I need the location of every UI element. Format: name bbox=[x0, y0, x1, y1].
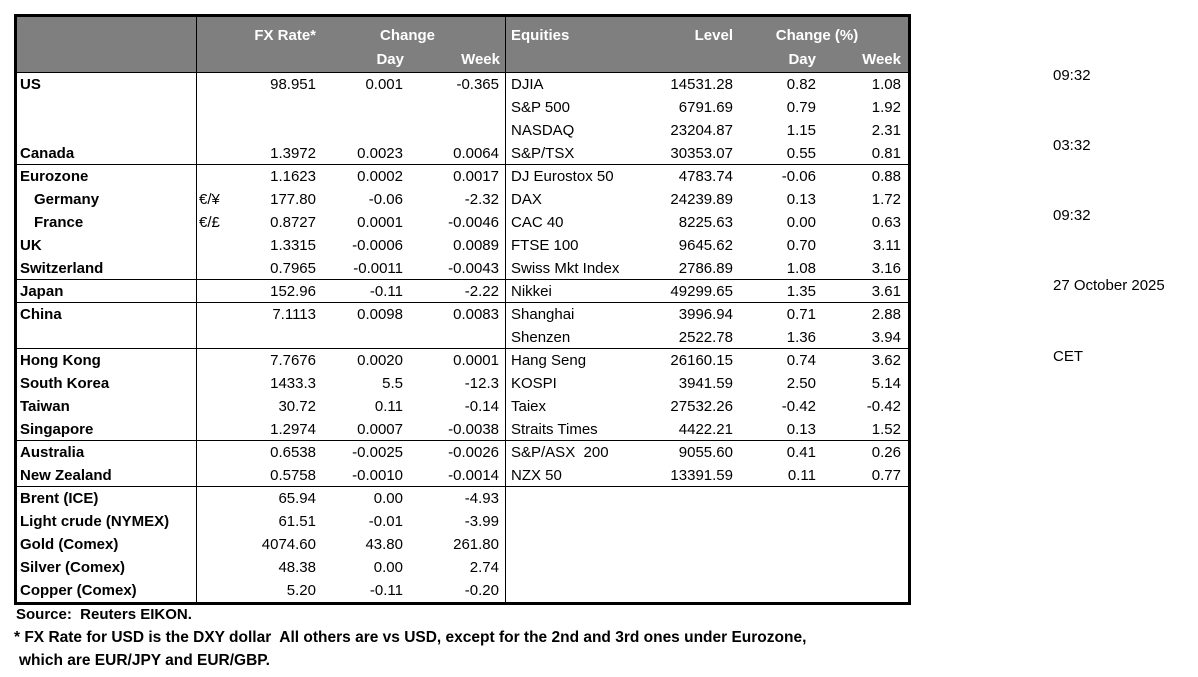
fx-row-label: Eurozone bbox=[20, 168, 89, 185]
currency-pair-label bbox=[196, 142, 228, 164]
table-row bbox=[17, 533, 908, 556]
fx-rate-value bbox=[228, 96, 316, 119]
fx-row-label: Gold (Comex) bbox=[20, 536, 119, 553]
table-row bbox=[17, 510, 908, 533]
fx-change-day-value: 0.0023 bbox=[357, 145, 403, 162]
fx-row-label: Canada bbox=[20, 145, 75, 162]
fx-row-label: Light crude (NYMEX) bbox=[20, 513, 170, 530]
equity-level-value: 49299.65 bbox=[670, 283, 733, 300]
fx-change-week-value: 261.80 bbox=[453, 536, 499, 553]
equity-name: KOSPI bbox=[511, 375, 557, 392]
equity-change-day-value bbox=[733, 510, 816, 533]
equity-change-week-value: 0.88 bbox=[871, 168, 901, 185]
fx-rate-value: 0.5758 bbox=[270, 467, 316, 484]
fx-change-week-value bbox=[403, 119, 499, 142]
equities-week-header: Week bbox=[862, 51, 901, 68]
equity-level-value: 27532.26 bbox=[670, 398, 733, 415]
fx-rate-value: 7.7676 bbox=[270, 352, 316, 369]
equity-name: S&P 500 bbox=[511, 99, 570, 116]
fx-row-label: UK bbox=[20, 237, 42, 254]
equity-change-week-value: 2.31 bbox=[871, 122, 901, 139]
fx-change-week-value: -0.14 bbox=[464, 398, 499, 415]
equity-level-value: 24239.89 bbox=[670, 191, 733, 208]
fx-change-week-value: 0.0089 bbox=[453, 237, 499, 254]
timestamp-local: 09:32 bbox=[1053, 66, 1091, 84]
equity-change-week-value bbox=[816, 510, 901, 533]
header-row-sub bbox=[17, 50, 908, 73]
fx-change-week-value: 0.0001 bbox=[453, 352, 499, 369]
fx-change-week-value: -0.0038 bbox=[448, 421, 499, 438]
currency-pair-label bbox=[196, 372, 228, 395]
table-row bbox=[17, 326, 908, 349]
fx-row-label: South Korea bbox=[20, 375, 110, 392]
fx-change-week-value: -0.0046 bbox=[448, 214, 499, 231]
equity-name bbox=[506, 533, 643, 556]
equity-change-week-value: 3.62 bbox=[871, 352, 901, 369]
header-row-main bbox=[17, 17, 908, 50]
equity-name: NZX 50 bbox=[511, 467, 562, 484]
fx-change-week-value: -0.0043 bbox=[448, 260, 499, 277]
table-row bbox=[17, 96, 908, 119]
equity-change-week-value: 0.63 bbox=[871, 214, 901, 231]
fx-change-day-value: 5.5 bbox=[382, 375, 403, 392]
equity-change-week-value: 0.26 bbox=[871, 444, 901, 461]
currency-pair-label bbox=[196, 326, 228, 348]
fx-row-label bbox=[17, 96, 196, 119]
equity-level-value: 2522.78 bbox=[678, 329, 733, 346]
fx-change-day-value: 0.001 bbox=[365, 76, 403, 93]
equity-change-day-value: 0.71 bbox=[786, 306, 816, 323]
table-row bbox=[17, 395, 908, 418]
fx-rate-value: 4074.60 bbox=[261, 536, 316, 553]
timestamp-block bbox=[1053, 17, 1165, 392]
fx-rate-value: 30.72 bbox=[278, 398, 316, 415]
currency-pair-label bbox=[196, 234, 228, 257]
column-divider-equities bbox=[505, 17, 506, 602]
equity-change-week-value: 3.94 bbox=[871, 329, 901, 346]
column-divider-labels bbox=[196, 17, 197, 602]
fx-change-day-value: -0.06 bbox=[368, 191, 403, 208]
equities-header: Equities bbox=[511, 27, 570, 44]
equity-name: Swiss Mkt Index bbox=[511, 260, 620, 277]
currency-pair-label bbox=[196, 96, 228, 119]
equity-name: DJ Eurostox 50 bbox=[511, 168, 614, 185]
fx-change-week-value: -2.32 bbox=[464, 191, 499, 208]
table-row bbox=[17, 418, 908, 441]
fx-rate-value: 0.8727 bbox=[270, 214, 316, 231]
fx-change-week-value: 0.0083 bbox=[453, 306, 499, 323]
fx-change-week-value: 2.74 bbox=[469, 559, 499, 576]
fx-rate-value: 1.2974 bbox=[270, 421, 316, 438]
equity-change-week-value: 3.16 bbox=[871, 260, 901, 277]
fx-row-label: China bbox=[20, 306, 62, 323]
table-row bbox=[17, 372, 908, 395]
equity-level-value: 9645.62 bbox=[678, 237, 733, 254]
equity-change-day-value: 0.00 bbox=[786, 214, 816, 231]
currency-pair-label bbox=[196, 418, 228, 440]
fx-day-header: Day bbox=[376, 51, 404, 68]
currency-pair-label bbox=[196, 464, 228, 486]
equity-change-week-value bbox=[816, 487, 901, 510]
footnote-line-2: which are EUR/JPY and EUR/GBP. bbox=[19, 652, 270, 669]
equity-name: S&P/TSX bbox=[511, 145, 575, 162]
equity-level-value bbox=[643, 533, 733, 556]
equity-change-week-value: 3.61 bbox=[871, 283, 901, 300]
table-row bbox=[17, 349, 908, 372]
fx-rate-value: 1.3972 bbox=[270, 145, 316, 162]
fx-change-day-value: -0.0025 bbox=[352, 444, 403, 461]
equity-change-week-value: 2.88 bbox=[871, 306, 901, 323]
equity-change-week-value: 0.77 bbox=[871, 467, 901, 484]
equity-change-day-value: 1.35 bbox=[786, 283, 816, 300]
equity-change-day-value: 0.11 bbox=[787, 467, 816, 484]
equity-level-value bbox=[643, 510, 733, 533]
fx-change-week-value: 0.0017 bbox=[453, 168, 499, 185]
table-row bbox=[17, 556, 908, 579]
equity-change-day-value: 0.70 bbox=[786, 237, 816, 254]
equity-change-day-value bbox=[733, 533, 816, 556]
fx-change-week-value: -12.3 bbox=[464, 375, 499, 392]
currency-pair-label bbox=[196, 303, 228, 326]
table-row bbox=[17, 142, 908, 165]
equity-level-value: 4783.74 bbox=[678, 168, 733, 185]
timestamp-secondary: 03:32 bbox=[1053, 137, 1091, 155]
fx-row-label: Australia bbox=[20, 444, 85, 461]
fx-row-label: Japan bbox=[20, 283, 64, 300]
equity-name: Taiex bbox=[511, 398, 547, 415]
fx-rate-value bbox=[228, 119, 316, 142]
equity-change-day-value: 0.13 bbox=[786, 421, 816, 438]
header-spacer bbox=[17, 17, 196, 50]
fx-row-label: Brent (ICE) bbox=[20, 490, 99, 507]
equity-change-week-value: 1.72 bbox=[871, 191, 901, 208]
fx-change-day-value: -0.01 bbox=[368, 513, 403, 530]
equity-change-day-value: -0.42 bbox=[781, 398, 816, 415]
equity-change-day-value: 0.79 bbox=[786, 99, 816, 116]
equity-change-week-value: 1.92 bbox=[871, 99, 901, 116]
fx-rate-value: 61.51 bbox=[278, 513, 316, 530]
fx-change-week-value: -3.99 bbox=[464, 513, 499, 530]
source-line: Source: Reuters EIKON. bbox=[16, 606, 192, 623]
table-row bbox=[17, 487, 908, 510]
table-row bbox=[17, 165, 908, 188]
market-summary-table bbox=[14, 14, 911, 605]
equity-change-day-value: 0.41 bbox=[786, 444, 816, 461]
equity-change-day-value bbox=[733, 556, 816, 579]
equity-name: Shenzen bbox=[511, 329, 571, 346]
fx-change-day-value: -0.0011 bbox=[353, 260, 403, 277]
header-spacer bbox=[506, 50, 733, 72]
table-row bbox=[17, 280, 908, 303]
equity-name bbox=[506, 510, 643, 533]
fx-rate-value: 0.7965 bbox=[270, 260, 316, 277]
equity-level-value: 9055.60 bbox=[678, 444, 733, 461]
equity-change-day-value: 0.55 bbox=[786, 145, 816, 162]
fx-change-day-value bbox=[316, 326, 403, 348]
fx-rate-value: 98.951 bbox=[270, 76, 316, 93]
timestamp-tertiary: 09:32 bbox=[1053, 207, 1091, 225]
equity-name: Hang Seng bbox=[511, 352, 587, 369]
equity-level-value: 3941.59 bbox=[678, 375, 733, 392]
equity-level-value: 14531.28 bbox=[670, 76, 733, 93]
timezone-label: CET bbox=[1053, 347, 1083, 365]
fx-change-week-value: -0.0014 bbox=[448, 467, 499, 484]
table-row bbox=[17, 234, 908, 257]
equity-change-day-value: 1.08 bbox=[786, 260, 816, 277]
fx-change-day-value: -0.11 bbox=[369, 283, 403, 300]
equity-name: NASDAQ bbox=[511, 122, 575, 139]
footnote-line-1: * FX Rate for USD is the DXY dollar All others are vs USD, except for the 2nd and 3rd ones under Eurozone, bbox=[14, 629, 807, 646]
table-row bbox=[17, 188, 908, 211]
table-row bbox=[17, 257, 908, 280]
fx-change-week-value: -2.22 bbox=[464, 283, 499, 300]
table-row bbox=[17, 303, 908, 326]
fx-change-day-value: 0.0001 bbox=[357, 214, 403, 231]
fx-row-label: Copper (Comex) bbox=[20, 582, 137, 599]
fx-row-label: Taiwan bbox=[20, 398, 70, 415]
equity-name: Straits Times bbox=[511, 421, 598, 438]
equity-name bbox=[506, 556, 643, 579]
currency-pair-label bbox=[196, 510, 228, 533]
currency-pair-label bbox=[196, 280, 228, 302]
currency-pair-label bbox=[196, 579, 228, 602]
equity-change-day-value: 0.13 bbox=[786, 191, 816, 208]
equity-change-week-value bbox=[816, 579, 901, 602]
currency-pair-label bbox=[196, 487, 228, 510]
equity-change-day-value bbox=[733, 487, 816, 510]
equity-level-value: 2786.89 bbox=[678, 260, 733, 277]
fx-rate-value: 177.80 bbox=[270, 191, 316, 208]
fx-change-header: Change bbox=[379, 27, 435, 44]
equity-level-value bbox=[643, 579, 733, 602]
fx-rate-value: 48.38 bbox=[278, 559, 316, 576]
report-date: 27 October 2025 bbox=[1053, 277, 1165, 295]
equity-level-value bbox=[643, 487, 733, 510]
fx-rate-value: 1433.3 bbox=[270, 375, 316, 392]
fx-row-label: New Zealand bbox=[20, 467, 112, 484]
fx-row-label: France bbox=[34, 214, 84, 231]
fx-row-label: Switzerland bbox=[20, 260, 104, 277]
equity-level-value: 6791.69 bbox=[678, 99, 733, 116]
equity-name bbox=[506, 579, 643, 602]
fx-row-label: US bbox=[20, 76, 41, 93]
fx-change-day-value: 0.11 bbox=[374, 398, 403, 415]
fx-change-day-value: 0.00 bbox=[373, 559, 403, 576]
fx-change-day-value bbox=[316, 96, 403, 119]
currency-pair-label bbox=[196, 349, 228, 372]
table-row bbox=[17, 579, 908, 602]
fx-change-day-value: 43.80 bbox=[365, 536, 403, 553]
fx-change-day-value: 0.00 bbox=[373, 490, 403, 507]
fx-rate-value: 1.3315 bbox=[270, 237, 316, 254]
equity-level-value: 3996.94 bbox=[678, 306, 733, 323]
equity-name: Shanghai bbox=[511, 306, 575, 323]
currency-pair-label bbox=[196, 257, 228, 279]
fx-rate-value: 5.20 bbox=[286, 582, 316, 599]
fx-rate-value: 0.6538 bbox=[270, 444, 316, 461]
fx-change-week-value bbox=[403, 96, 499, 119]
currency-pair-label bbox=[196, 556, 228, 579]
table-row bbox=[17, 73, 908, 96]
equity-change-week-value: 1.08 bbox=[871, 76, 901, 93]
currency-pair-label bbox=[196, 73, 228, 96]
fx-change-day-value: 0.0002 bbox=[357, 168, 403, 185]
equity-name: FTSE 100 bbox=[511, 237, 579, 254]
fx-change-week-value bbox=[403, 326, 499, 348]
fx-rate-header: FX Rate* bbox=[254, 27, 316, 44]
equity-change-week-value: 5.14 bbox=[871, 375, 901, 392]
fx-change-day-value: 0.0098 bbox=[357, 306, 403, 323]
fx-row-label: Germany bbox=[34, 191, 100, 208]
fx-rate-value: 7.1113 bbox=[272, 306, 316, 323]
equity-level-value: 13391.59 bbox=[670, 467, 733, 484]
currency-pair-label: €/£ bbox=[199, 214, 220, 231]
table-body bbox=[17, 73, 908, 602]
equity-name: S&P/ASX 200 bbox=[511, 444, 609, 461]
equity-level-value: 8225.63 bbox=[678, 214, 733, 231]
equity-change-day-value: 0.74 bbox=[786, 352, 816, 369]
equity-level-value: 30353.07 bbox=[670, 145, 733, 162]
table-row bbox=[17, 441, 908, 464]
equities-day-header: Day bbox=[788, 51, 816, 68]
equity-change-week-value bbox=[816, 556, 901, 579]
equity-level-value: 4422.21 bbox=[678, 421, 733, 438]
currency-pair-label bbox=[196, 441, 228, 464]
table-row bbox=[17, 464, 908, 487]
currency-pair-label bbox=[196, 533, 228, 556]
equity-change-week-value bbox=[816, 533, 901, 556]
equity-name: CAC 40 bbox=[511, 214, 564, 231]
fx-change-day-value: 0.0020 bbox=[357, 352, 403, 369]
fx-row-label bbox=[17, 119, 196, 142]
fx-change-day-value: 0.0007 bbox=[357, 421, 403, 438]
fx-change-week-value: 0.0064 bbox=[453, 145, 499, 162]
fx-rate-value bbox=[228, 326, 316, 348]
fx-week-header: Week bbox=[461, 51, 500, 68]
fx-change-week-value: -0.365 bbox=[456, 76, 499, 93]
fx-change-week-value: -0.20 bbox=[464, 582, 499, 599]
equity-change-day-value: 2.50 bbox=[786, 375, 816, 392]
equity-name: Nikkei bbox=[511, 283, 552, 300]
equities-change-pct-header: Change (%) bbox=[775, 27, 859, 44]
fx-rate-value: 1.1623 bbox=[270, 168, 316, 185]
table-row bbox=[17, 119, 908, 142]
fx-change-day-value: -0.0010 bbox=[352, 467, 403, 484]
level-header: Level bbox=[694, 27, 733, 44]
equity-level-value: 26160.15 bbox=[670, 352, 733, 369]
fx-rate-value: 65.94 bbox=[278, 490, 316, 507]
table-row bbox=[17, 211, 908, 234]
equity-change-week-value: 3.11 bbox=[872, 237, 901, 254]
equity-change-day-value: 0.82 bbox=[786, 76, 816, 93]
fx-change-day-value: -0.0006 bbox=[352, 237, 403, 254]
fx-change-day-value bbox=[316, 119, 403, 142]
currency-pair-label: €/¥ bbox=[199, 191, 220, 208]
equity-change-week-value: -0.42 bbox=[866, 398, 901, 415]
currency-pair-label bbox=[196, 119, 228, 142]
equity-change-day-value: -0.06 bbox=[781, 168, 816, 185]
equity-change-day-value bbox=[733, 579, 816, 602]
equity-change-week-value: 1.52 bbox=[871, 421, 901, 438]
fx-row-label: Singapore bbox=[20, 421, 94, 438]
header-spacer bbox=[17, 50, 316, 72]
fx-rate-value: 152.96 bbox=[270, 283, 316, 300]
equity-level-value: 23204.87 bbox=[670, 122, 733, 139]
fx-change-week-value: -4.93 bbox=[464, 490, 499, 507]
equity-change-day-value: 1.15 bbox=[786, 122, 816, 139]
table-header bbox=[17, 17, 908, 73]
fx-change-day-value: -0.11 bbox=[369, 582, 403, 599]
equity-name: DJIA bbox=[511, 76, 544, 93]
fx-change-week-value: -0.0026 bbox=[448, 444, 499, 461]
equity-name bbox=[506, 487, 643, 510]
fx-row-label: Silver (Comex) bbox=[20, 559, 126, 576]
equity-name: DAX bbox=[511, 191, 542, 208]
equity-change-week-value: 0.81 bbox=[871, 145, 901, 162]
equity-change-day-value: 1.36 bbox=[786, 329, 816, 346]
equity-level-value bbox=[643, 556, 733, 579]
currency-pair-label bbox=[196, 395, 228, 418]
currency-pair-label bbox=[196, 165, 228, 188]
fx-row-label bbox=[17, 326, 196, 348]
fx-row-label: Hong Kong bbox=[20, 352, 101, 369]
